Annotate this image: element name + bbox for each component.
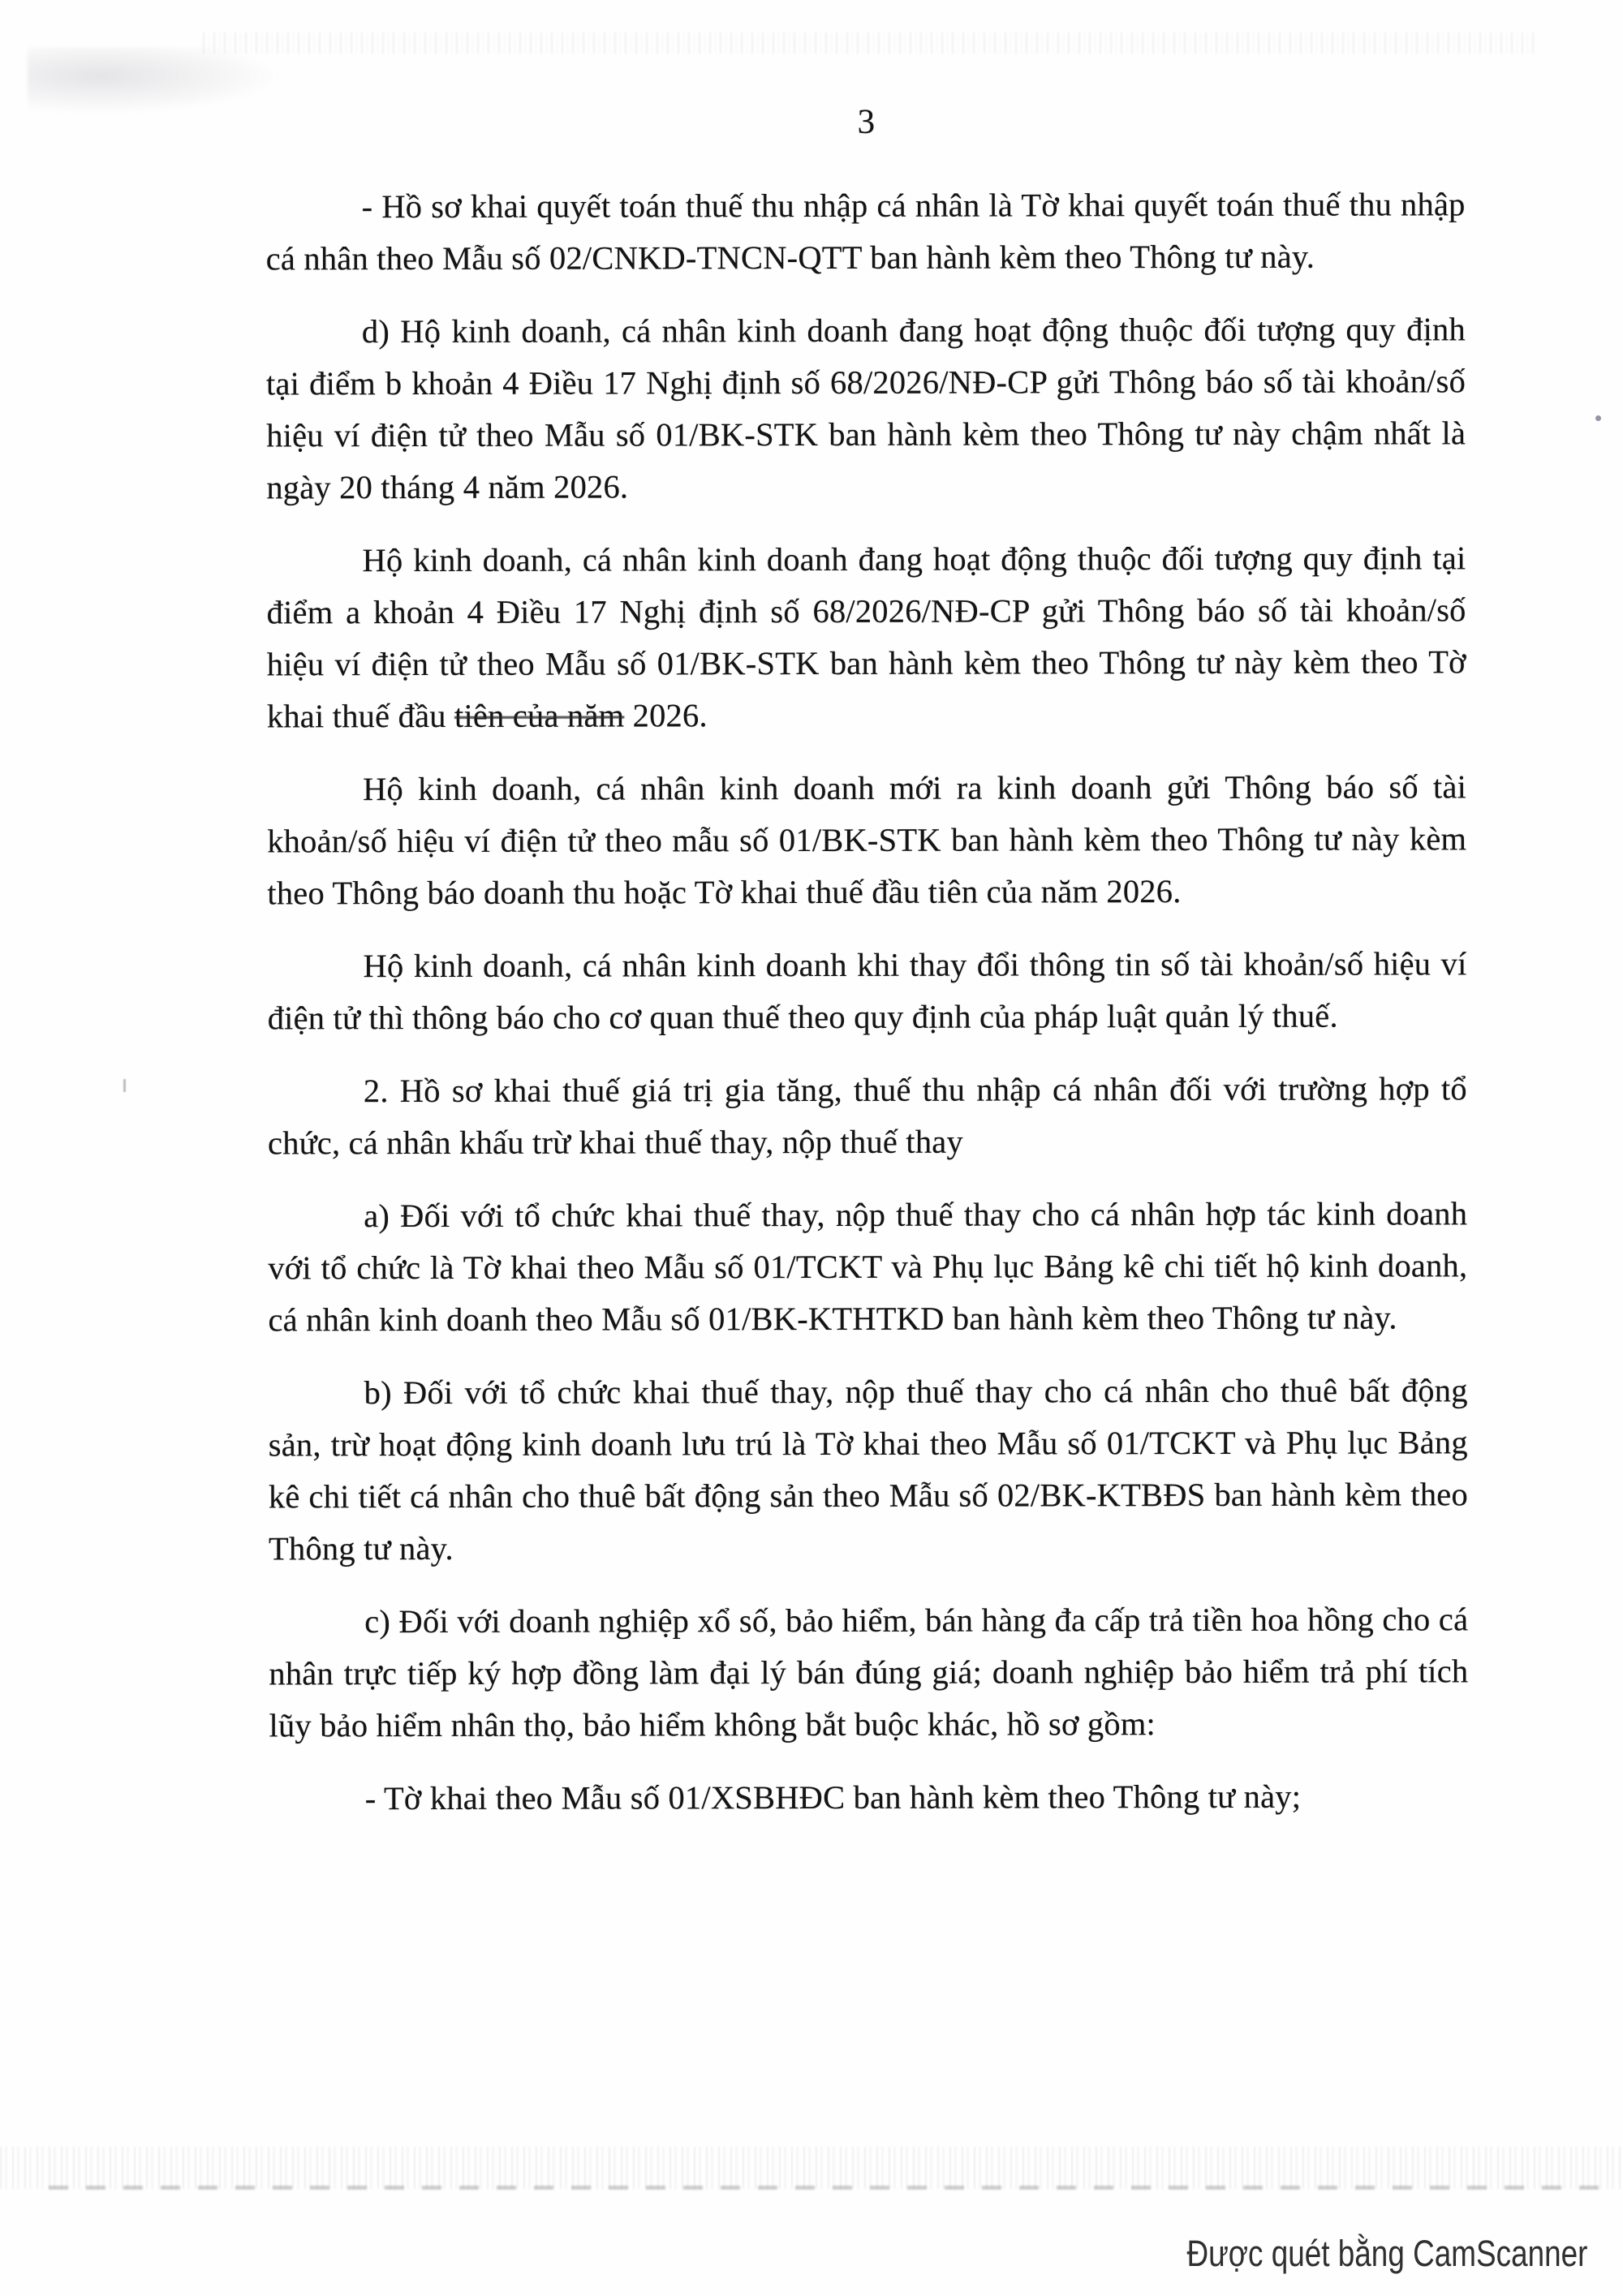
strikethrough-scan-artifact-text: tiên của năm bbox=[454, 697, 625, 734]
body-paragraph: a) Đối với tổ chức khai thuế thay, nộp thuế thay cho cá nhân hợp tác kinh doanh với tổ chức là Tờ khai theo Mẫu số 01/TCKT và Phụ lục Bảng kê chi tiết hộ kinh doanh, cá nhân kinh doanh theo Mẫu số 01/BK-KTHTKD ban hành kèm theo Thông tư này. bbox=[268, 1195, 1468, 1339]
camscanner-watermark: Được quét bằng CamScanner bbox=[1186, 2233, 1587, 2274]
page-number: 3 bbox=[857, 102, 876, 141]
body-paragraph: Hộ kinh doanh, cá nhân kinh doanh khi thay đổi thông tin số tài khoản/số hiệu ví điện tử thì thông báo cho cơ quan thuế theo quy định của pháp luật quản lý thuế. bbox=[267, 945, 1467, 1037]
body-paragraph: d) Hộ kinh doanh, cá nhân kinh doanh đang hoạt động thuộc đối tượng quy định tại điểm b khoản 4 Điều 17 Nghị định số 68/2026/NĐ-CP gửi Thông báo số tài khoản/số hiệu ví điện tử theo Mẫu số 01/BK-STK ban hành kèm theo Thông tư này chậm nhất là ngày 20 tháng 4 năm 2026. bbox=[265, 311, 1466, 506]
body-paragraph: - Hồ sơ khai quyết toán thuế thu nhập cá nhân là Tờ khai quyết toán thuế thu nhập cá nhân theo Mẫu số 02/CNKD-TNCN-QTT ban hành kèm theo Thông tư này. bbox=[265, 186, 1466, 277]
body-paragraph: b) Đối với tổ chức khai thuế thay, nộp thuế thay cho cá nhân cho thuê bất động sản, trừ hoạt động kinh doanh lưu trú là Tờ khai theo Mẫu số 01/TCKT và Phụ lục Bảng kê chi tiết cá nhân cho thuê bất động sản theo Mẫu số 02/BK-KTBĐS ban hành kèm theo Thông tư này. bbox=[268, 1372, 1468, 1567]
body-paragraph: c) Đối với doanh nghiệp xổ số, bảo hiểm, bán hàng đa cấp trả tiền hoa hồng cho cá nhân trực tiếp ký hợp đồng làm đại lý bán đúng giá; doanh nghiệp bảo hiểm trả phí tích lũy bảo hiểm nhân thọ, bảo hiểm không bắt buộc khác, hồ sơ gồm: bbox=[269, 1601, 1469, 1744]
document-body bbox=[266, 178, 1469, 1846]
body-paragraph bbox=[266, 532, 1466, 742]
paragraph-text-segment: Hộ kinh doanh, cá nhân kinh doanh đang hoạt động thuộc đối tượng quy định tại điểm a khoản 4 Điều 17 Nghị định số 68/2026/NĐ-CP gửi Thông báo số tài khoản/số hiệu ví điện tử theo Mẫu số 01/BK-STK ban hành kèm theo Thông tư này kèm theo Tờ khai thuế đầu bbox=[266, 540, 1466, 735]
paragraph-text-segment: 2026. bbox=[624, 697, 708, 734]
scan-noise-bottom bbox=[0, 2147, 1623, 2189]
body-paragraph: 2. Hồ sơ khai thuế giá trị gia tăng, thuế thu nhập cá nhân đối với trường hợp tổ chức, cá nhân khấu trừ khai thuế thay, nộp thuế thay bbox=[267, 1070, 1467, 1162]
body-paragraph: - Tờ khai theo Mẫu số 01/XSBHĐC ban hành kèm theo Thông tư này; bbox=[364, 1778, 1302, 1817]
body-paragraph: Hộ kinh doanh, cá nhân kinh doanh mới ra kinh doanh gửi Thông báo số tài khoản/số hiệu ví điện tử theo mẫu số 01/BK-STK ban hành kèm theo Thông tư này kèm theo Thông báo doanh thu hoặc Tờ khai thuế đầu tiên của năm 2026. bbox=[267, 768, 1467, 912]
scan-edge-marks-bottom bbox=[49, 2186, 1615, 2190]
